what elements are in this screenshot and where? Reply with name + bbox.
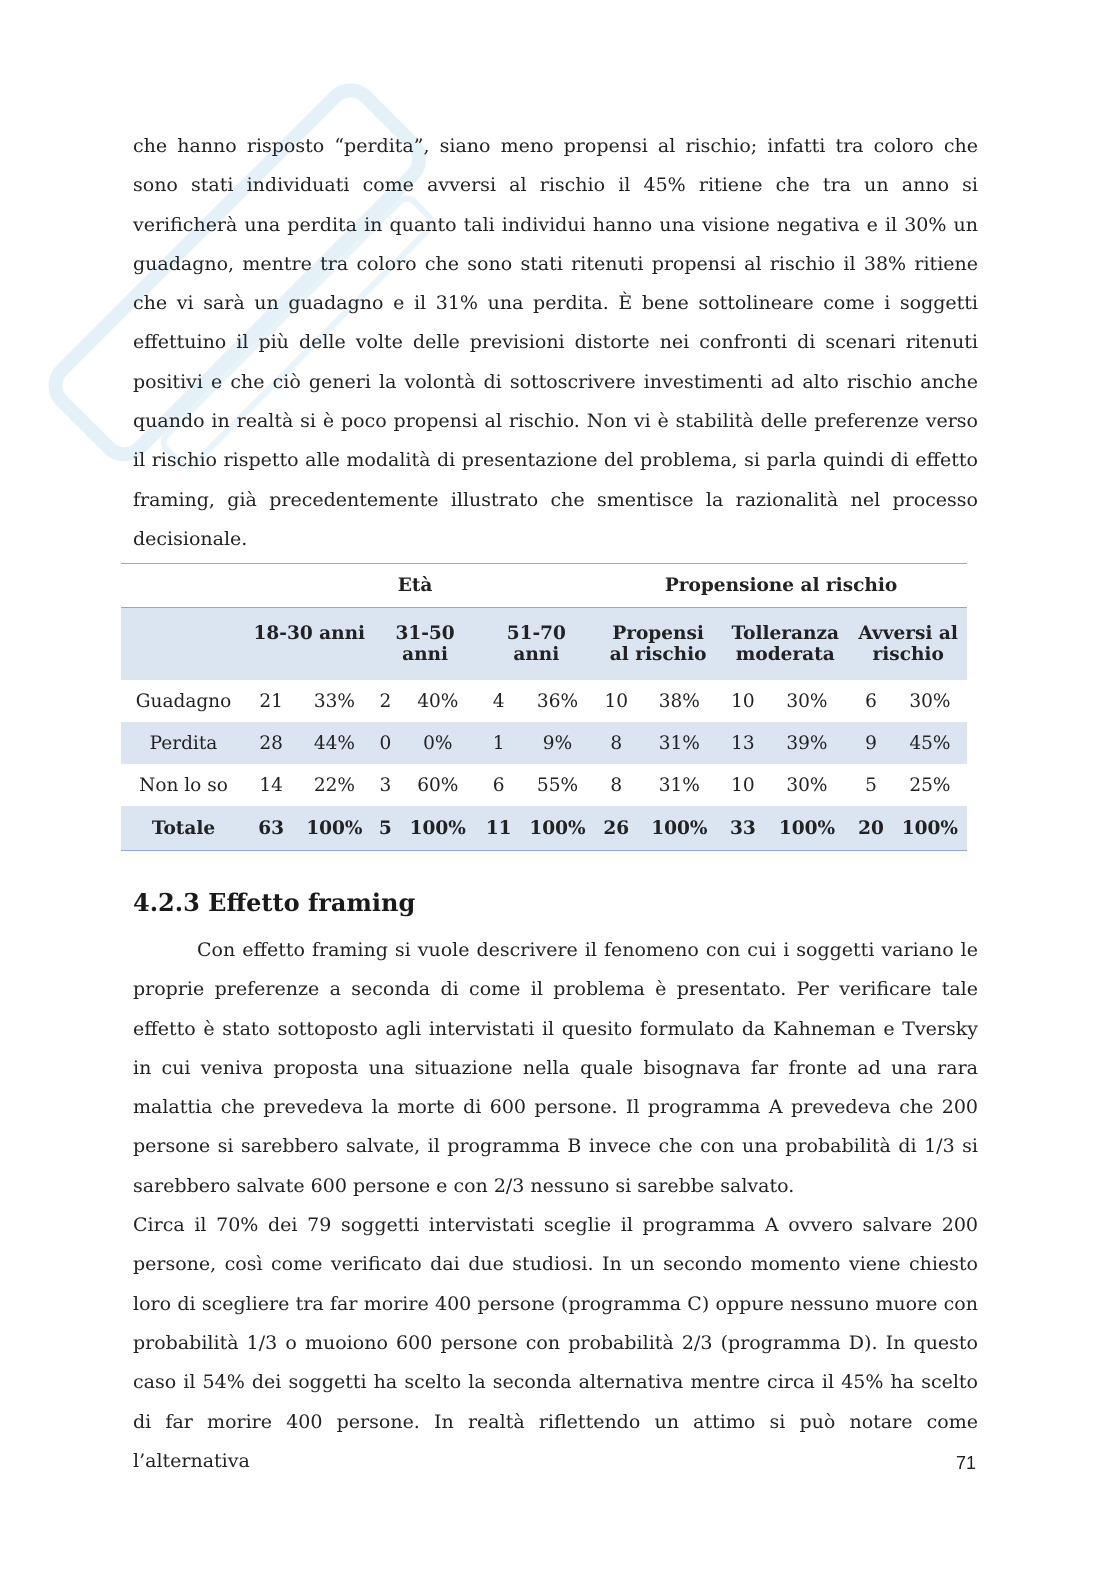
count-cell: 33 <box>721 806 764 851</box>
page-number: 71 <box>955 1453 976 1473</box>
percent-cell: 100% <box>637 806 721 851</box>
count-cell: 13 <box>721 722 764 764</box>
percent-cell: 9% <box>520 722 595 764</box>
percent-cell: 60% <box>417 774 459 796</box>
row-label: Perdita <box>121 722 246 764</box>
column-header: al rischio <box>595 644 721 680</box>
percent-cell: 25% <box>909 774 951 796</box>
percent-cell: 0% <box>398 722 477 764</box>
count-cell: 5 <box>373 806 398 851</box>
row-label: Totale <box>121 806 246 851</box>
percent-cell: 100% <box>520 806 595 851</box>
count-cell: 0 <box>373 722 398 764</box>
table-row <box>121 680 967 722</box>
count-cell: 6 <box>865 690 877 712</box>
count-cell: 6 <box>492 774 505 796</box>
table-total-row <box>121 806 967 851</box>
column-header: 18-30 anni <box>246 608 373 645</box>
column-header: moderata <box>721 644 849 680</box>
paragraph-intro <box>133 127 978 559</box>
results-table <box>121 563 967 851</box>
percent-cell: 100% <box>296 806 372 851</box>
percent-cell: 31% <box>658 774 700 796</box>
column-header: Tolleranza <box>721 608 849 645</box>
count-cell: 3 <box>379 774 392 796</box>
count-cell: 10 <box>604 690 629 712</box>
count-cell: 11 <box>478 806 520 851</box>
column-header: Avversi al <box>849 608 967 645</box>
count-cell: 8 <box>610 774 623 796</box>
column-header: 31-50 <box>373 608 478 645</box>
table-row <box>121 722 967 764</box>
percent-cell: 33% <box>313 690 355 712</box>
percent-cell: 31% <box>637 722 721 764</box>
risk-group-header: Propensione al rischio <box>595 564 967 608</box>
count-cell: 10 <box>731 690 755 712</box>
percent-cell: 45% <box>893 722 967 764</box>
count-cell: 9 <box>849 722 892 764</box>
column-header: rischio <box>849 644 967 680</box>
count-cell: 21 <box>259 690 283 712</box>
count-cell: 10 <box>731 774 755 796</box>
table-body <box>121 680 967 851</box>
count-cell: 5 <box>865 774 877 796</box>
count-cell: 14 <box>259 774 283 796</box>
column-header: Propensi <box>595 608 721 645</box>
table-row <box>121 764 967 806</box>
percent-cell: 36% <box>536 690 579 712</box>
column-header: 51-70 <box>478 608 596 645</box>
percent-cell: 22% <box>313 774 355 796</box>
row-label: Guadagno <box>135 690 232 712</box>
age-group-header: Età <box>121 564 595 608</box>
percent-cell: 38% <box>658 690 700 712</box>
percent-cell: 30% <box>786 690 828 712</box>
percent-cell: 44% <box>296 722 372 764</box>
count-cell: 26 <box>595 806 637 851</box>
percent-cell: 30% <box>786 774 828 796</box>
column-header: anni <box>373 644 478 680</box>
column-header <box>246 644 373 680</box>
percent-cell: 30% <box>909 690 951 712</box>
percent-cell: 100% <box>765 806 850 851</box>
row-label: Non lo so <box>139 774 228 796</box>
percent-cell: 40% <box>417 690 459 712</box>
count-cell: 8 <box>595 722 637 764</box>
table-column-header-row <box>121 608 967 645</box>
percent-cell: 100% <box>893 806 967 851</box>
section-heading: 4.2.3 Effetto framing <box>133 888 416 917</box>
table-column-header-row <box>121 644 967 680</box>
column-header: anni <box>478 644 596 680</box>
count-cell: 1 <box>478 722 520 764</box>
count-cell: 63 <box>246 806 296 851</box>
count-cell: 20 <box>849 806 892 851</box>
paragraph-text: che hanno risposto “perdita”, siano meno propensi al rischio; infatti tra coloro che sono stati individuati come avversi al rischio il 45% ritiene che tra un anno si verificherà una perdita in quanto tali individui hanno una visione negativa e il 30% un guadagno, mentre tra coloro che sono stati ritenuti propensi al rischio il 38% ritiene che vi sarà un guadagno e il 31% una perdita. È bene sottolineare come i soggetti effettuino il più delle volte delle previsioni distorte nei confronti di scenari ritenuti positivi e che ciò generi la volontà di sottoscrivere investimenti ad alto rischio anche quando in realtà si è poco propensi al rischio. Non vi è stabilità delle preferenze verso il rischio rispetto alle modalità di presentazione del problema, si parla quindi di effetto framing, già precedentemente illustrato che smentisce la razionalità nel processo decisionale. <box>133 135 978 550</box>
paragraph-text: Circa il 70% dei 79 soggetti intervistati sceglie il programma A ovvero salvare 200 persone, così come verificato dai due studiosi. In un secondo momento viene chiesto loro di scegliere tra far morire 400 persone (programma C) oppure nessuno muore con probabilità 1/3 o muoiono 600 persone con probabilità 2/3 (programma D). In questo caso il 54% dei soggetti ha scelto la seconda alternativa mentre circa il 45% ha scelto di far morire 400 persone. In realtà riflettendo un attimo si può notare come l’alternativa <box>133 1214 978 1472</box>
percent-cell: 39% <box>765 722 850 764</box>
paragraph-text: Con effetto framing si vuole descrivere il fenomeno con cui i soggetti variano le proprie preferenze a seconda di come il problema è presentato. Per verificare tale effetto è stato sottoposto agli intervistati il quesito formulato da Kahneman e Tversky in cui veniva proposta una situazione nella quale bisognava far fronte ad una rara malattia che prevedeva la morte di 600 persone. Il programma A prevedeva che 200 persone si sarebbero salvate, il programma B invece che con una probabilità di 1/3 si sarebbero salvate 600 persone e con 2/3 nessuno si sarebbe salvato. <box>133 939 978 1197</box>
percent-cell: 100% <box>398 806 477 851</box>
count-cell: 4 <box>492 690 505 712</box>
paragraph-framing <box>133 931 978 1481</box>
count-cell: 2 <box>379 690 392 712</box>
table-group-header-row <box>121 564 967 608</box>
count-cell: 28 <box>246 722 296 764</box>
percent-cell: 55% <box>536 774 579 796</box>
